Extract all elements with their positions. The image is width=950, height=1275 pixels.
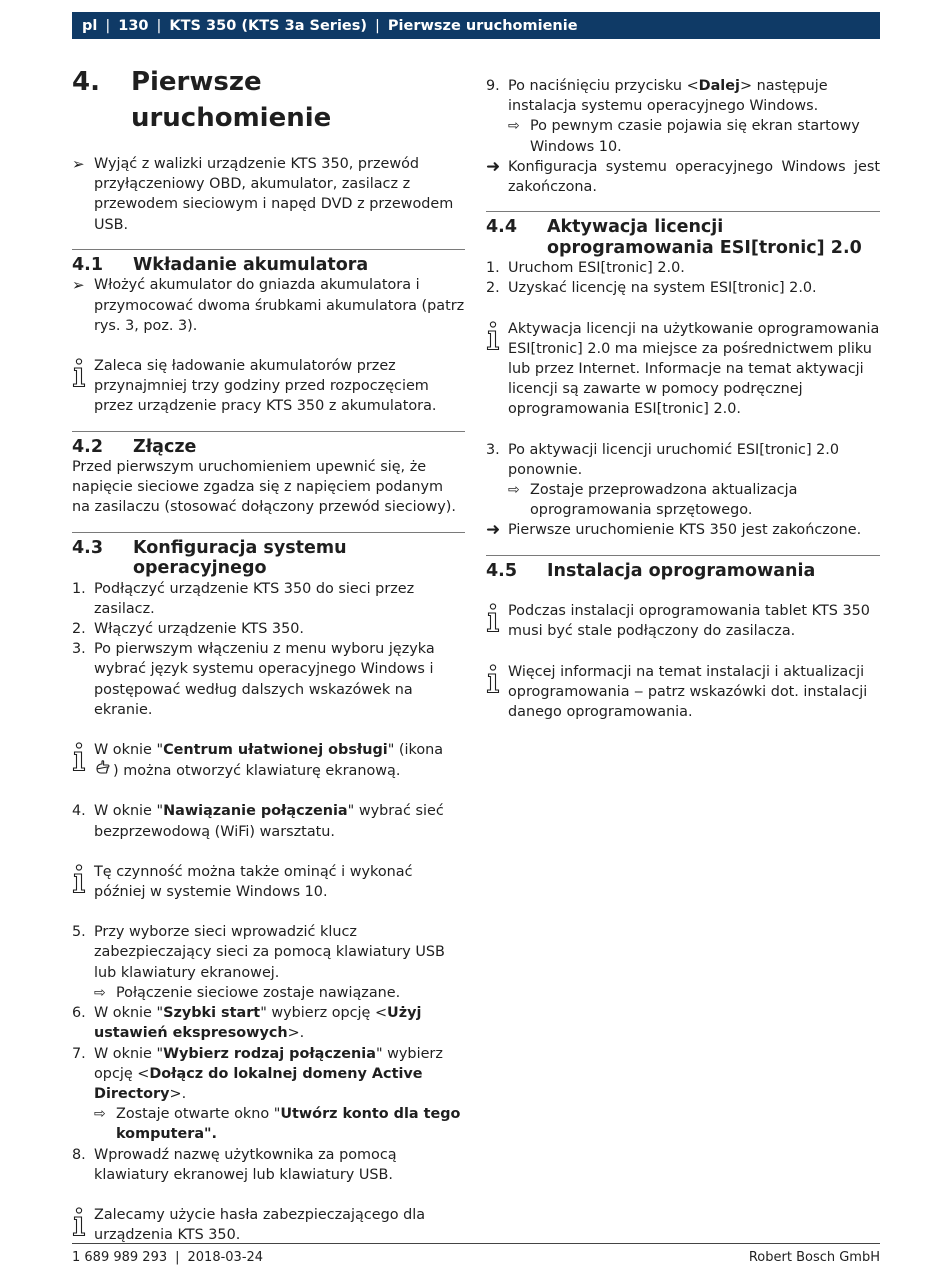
- list-item: [486, 258, 880, 278]
- step-number: 6.: [72, 1005, 86, 1022]
- step-text: W oknie "Szybki start" wybierz opcję <Użyj ustawień ekspresowych>.: [94, 1005, 422, 1042]
- step-text: Uruchom ESI[tronic] 2.0.: [508, 260, 685, 277]
- section-heading-4-3: [72, 532, 465, 579]
- note-text: W oknie "Centrum ułatwionej obsługi" (ikona ) można otworzyć klawiaturę ekranową.: [94, 742, 444, 780]
- s41-note: [72, 356, 465, 417]
- step-text: Uzyskać licencję na system ESI[tronic] 2.0.: [508, 280, 817, 297]
- info-icon: [72, 740, 94, 781]
- footer-company: Robert Bosch GmbH: [748, 1250, 880, 1265]
- step-text: W oknie "Wybierz rodzaj połączenia" wybierz opcję <Dołącz do lokalnej domeny Active Directory>.: [94, 1045, 443, 1102]
- step-result: [486, 480, 880, 520]
- step-text: W oknie "Nawiązanie połączenia" wybrać sieć bezprzewodową (WiFi) warsztatu.: [94, 803, 444, 840]
- s41-step: [72, 275, 465, 336]
- footer-rule: [72, 1243, 880, 1244]
- s45-note-1: [486, 601, 880, 641]
- s43-note-3: [72, 1205, 465, 1245]
- chapter-heading: [72, 64, 465, 136]
- list-item: [72, 1145, 465, 1185]
- list-item: [72, 1003, 465, 1043]
- header-separator: |: [156, 17, 162, 34]
- chapter-title: Pierwsze uruchomienie: [130, 67, 332, 133]
- info-icon: [486, 319, 508, 420]
- section-number: 4.2: [72, 436, 104, 457]
- final-result: [486, 157, 880, 197]
- result-text: Po pewnym czasie pojawia się ekran startowy Windows 10.: [530, 118, 860, 155]
- step-number: 5.: [72, 924, 86, 941]
- chapter-number: 4.: [72, 67, 100, 97]
- step-number: 7.: [72, 1045, 86, 1062]
- section-number: 4.5: [486, 560, 518, 581]
- header-separator: |: [105, 17, 111, 34]
- section-number: 4.1: [72, 254, 104, 275]
- header-page-number: 130: [118, 17, 149, 34]
- right-column: [486, 76, 880, 722]
- section-number: 4.4: [486, 217, 518, 238]
- result-arrow-icon: ⇨: [508, 118, 520, 135]
- result-text: Konfiguracja systemu operacyjnego Windows jest zakończona.: [508, 158, 880, 196]
- s42-paragraph: Przed pierwszym uruchomieniem upewnić się, że napięcie sieciowe zgadza się z napięciem podanym na zasilaczu (stosować dołączony przewód sieciowy).: [72, 459, 456, 516]
- step-number: 1.: [72, 580, 86, 597]
- step-number: 3.: [486, 441, 500, 458]
- list-item: [486, 278, 880, 298]
- left-column: [72, 64, 465, 1245]
- step-number: 3.: [72, 641, 86, 658]
- list-item: [72, 579, 465, 619]
- section-number: 4.3: [72, 537, 104, 558]
- info-icon: [486, 601, 508, 641]
- list-item: [486, 440, 880, 480]
- step-number: 4.: [72, 803, 86, 820]
- footer-left: [72, 1250, 263, 1265]
- result-arrow-icon: ⇨: [94, 984, 106, 1001]
- section-title: Aktywacja licencji oprogramowania ESI[tronic] 2.0: [547, 217, 862, 258]
- s44-note: [486, 319, 880, 420]
- note-text: Zaleca się ładowanie akumulatorów przez przynajmniej trzy godziny przed rozpoczęciem przez urządzenie pracy KTS 350 z akumulatora.: [94, 357, 437, 415]
- result-text: Połączenie sieciowe zostaje nawiązane.: [116, 984, 401, 1001]
- step-text: Po naciśnięciu przycisku <Dalej> następuje instalacja systemu operacyjnego Windows.: [508, 78, 828, 115]
- result-arrow-icon: ⇨: [94, 1106, 106, 1123]
- step-text: Podłączyć urządzenie KTS 350 do sieci przez zasilacz.: [94, 580, 415, 617]
- footer-doc-number: 1 689 989 293: [72, 1250, 168, 1265]
- s43-note-2: [72, 862, 465, 902]
- list-item: [72, 1044, 465, 1105]
- bold-arrow-icon: ➜: [486, 520, 501, 541]
- result-text: Pierwsze uruchomienie KTS 350 jest zakończone.: [508, 522, 862, 539]
- arrow-bullet-icon: ➢: [72, 155, 85, 173]
- section-title: Złącze: [133, 436, 197, 457]
- step-result: [72, 983, 465, 1003]
- intro-step: [72, 154, 465, 235]
- section-title: Instalacja oprogramowania: [547, 560, 816, 581]
- step-number: 8.: [72, 1146, 86, 1163]
- list-item: [72, 922, 465, 983]
- list-item: [72, 639, 465, 720]
- section-heading-4-2: [72, 431, 465, 458]
- note-text: Aktywacja licencji na użytkowanie oprogramowania ESI[tronic] 2.0 ma miejsce za pośrednictwem pliku lub przez Internet. Informacje na temat aktywacji licencji są zawarte w pomocy podręcznej oprogramowania ESI[tronic] 2.0.: [508, 320, 880, 418]
- footer-separator: |: [175, 1250, 180, 1265]
- intro-text: Wyjąć z walizki urządzenie KTS 350, przewód przyłączeniowy OBD, akumulator, zasilacz z przewodem sieciowym i napęd DVD z przewodem USB.: [94, 156, 454, 233]
- list-item: [72, 619, 465, 639]
- result-text: Zostaje otwarte okno "Utwórz konto dla tego komputera".: [116, 1106, 461, 1143]
- arrow-bullet-icon: ➢: [72, 276, 85, 295]
- note-text: Zalecamy użycie hasła zabezpieczającego dla urządzenia KTS 350.: [94, 1206, 426, 1244]
- section-heading-4-5: [486, 555, 880, 582]
- info-icon: [72, 862, 94, 902]
- s43-note-1: [72, 740, 465, 781]
- note-text: Tę czynność można także ominąć i wykonać później w systemie Windows 10.: [94, 863, 413, 901]
- step-text: Włączyć urządzenie KTS 350.: [94, 621, 304, 638]
- header-product: KTS 350 (KTS 3a Series): [169, 17, 368, 34]
- step-text: Po aktywacji licencji uruchomić ESI[tronic] 2.0 ponownie.: [508, 441, 840, 478]
- header-section: Pierwsze uruchomienie: [387, 17, 578, 34]
- section-heading-4-1: [72, 249, 465, 276]
- info-icon: [72, 356, 94, 417]
- final-result: [486, 520, 880, 540]
- step-number: 2.: [486, 280, 500, 297]
- list-item: [486, 76, 880, 116]
- step-text: Po pierwszym włączeniu z menu wyboru języka wybrać język systemu operacyjnego Windows i postępować według dalszych wskazówek na ekranie.: [94, 641, 435, 718]
- section-heading-4-4: [486, 211, 880, 258]
- step-result: [486, 116, 880, 156]
- result-arrow-icon: ⇨: [508, 482, 520, 499]
- step-text: Przy wyborze sieci wprowadzić klucz zabezpieczający sieci za pomocą klawiatury USB lub klawiatury ekranowej.: [94, 924, 445, 981]
- step-text: Włożyć akumulator do gniazda akumulatora i przymocować dwoma śrubkami akumulatora (patrz rys. 3, poz. 3).: [94, 277, 465, 334]
- info-icon: [486, 662, 508, 723]
- step-number: 2.: [72, 621, 86, 638]
- result-text: Zostaje przeprowadzona aktualizacja oprogramowania sprzętowego.: [530, 482, 798, 519]
- page-header-bar: [72, 12, 880, 39]
- list-item: [72, 801, 465, 841]
- note-text: Podczas instalacji oprogramowania tablet KTS 350 musi być stale podłączony do zasilacza.: [508, 603, 870, 640]
- step-result: [72, 1104, 465, 1144]
- step-text: Wprowadź nazwę użytkownika za pomocą klawiatury ekranowej lub klawiatury USB.: [94, 1146, 397, 1183]
- header-lang: pl: [82, 17, 98, 34]
- s45-note-2: [486, 662, 880, 723]
- header-separator: |: [375, 17, 380, 34]
- bold-arrow-icon: ➜: [486, 156, 501, 177]
- footer-date: 2018-03-24: [187, 1250, 264, 1265]
- step-number: 1.: [486, 260, 500, 277]
- info-icon: [72, 1205, 94, 1245]
- hand-icon: [94, 763, 113, 779]
- section-title: Konfiguracja systemu operacyjnego: [133, 537, 347, 579]
- step-number: 9.: [486, 78, 500, 94]
- note-text: Więcej informacji na temat instalacji i aktualizacji oprogramowania ‒ patrz wskazówki dot. instalacji danego oprogramowania.: [508, 663, 868, 720]
- section-title: Wkładanie akumulatora: [133, 254, 369, 275]
